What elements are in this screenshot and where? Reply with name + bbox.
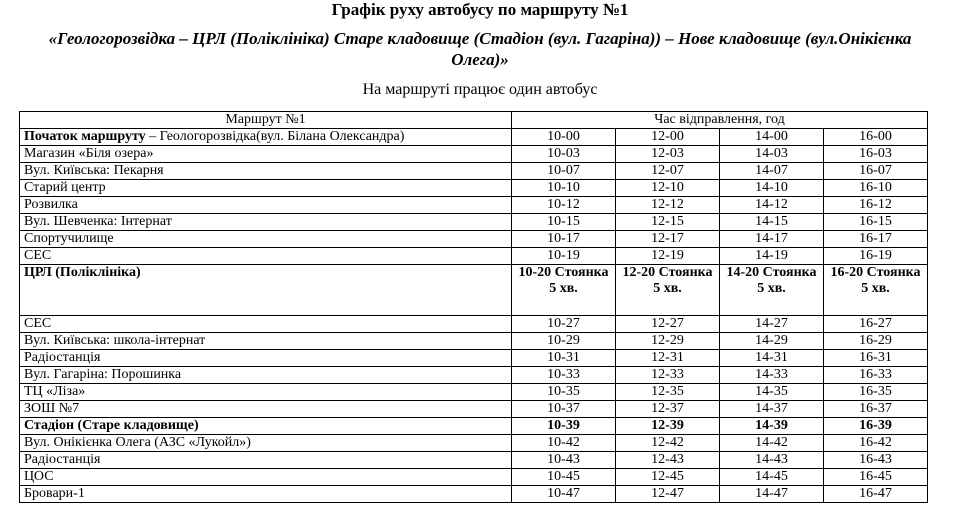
stop-name: Вул. Київська: Пекарня — [20, 163, 512, 180]
time-cell: 16-29 — [824, 333, 928, 350]
time-cell: 16-35 — [824, 384, 928, 401]
time-cell: 10-29 — [512, 333, 616, 350]
table-row — [20, 350, 928, 367]
time-cell: 16-17 — [824, 231, 928, 248]
time-cell: 16-27 — [824, 316, 928, 333]
time-cell: 10-10 — [512, 180, 616, 197]
time-cell: 14-31 — [720, 350, 824, 367]
time-cell: 10-19 — [512, 248, 616, 265]
time-cell: 14-35 — [720, 384, 824, 401]
time-cell: 10-42 — [512, 435, 616, 452]
table-row — [20, 214, 928, 231]
time-cell: 14-10 — [720, 180, 824, 197]
time-cell: 12-19 — [616, 248, 720, 265]
time-cell: 14-29 — [720, 333, 824, 350]
time-cell: 10-39 — [512, 418, 616, 435]
time-cell: 10-15 — [512, 214, 616, 231]
time-cell: 16-20 Стоянка 5 хв. — [824, 265, 928, 316]
time-cell: 14-19 — [720, 248, 824, 265]
time-cell: 10-45 — [512, 469, 616, 486]
time-cell: 10-37 — [512, 401, 616, 418]
time-cell: 14-07 — [720, 163, 824, 180]
time-cell: 16-37 — [824, 401, 928, 418]
time-cell: 12-03 — [616, 146, 720, 163]
time-cell: 12-45 — [616, 469, 720, 486]
time-cell: 14-15 — [720, 214, 824, 231]
time-cell: 14-33 — [720, 367, 824, 384]
time-cell: 14-12 — [720, 197, 824, 214]
stop-name: Радіостанція — [20, 452, 512, 469]
stop-name: ЦОС — [20, 469, 512, 486]
table-row — [20, 146, 928, 163]
time-cell: 12-39 — [616, 418, 720, 435]
time-cell: 14-39 — [720, 418, 824, 435]
table-row — [20, 486, 928, 503]
time-cell: 12-43 — [616, 452, 720, 469]
table-row-stadium — [20, 418, 928, 435]
time-cell: 10-03 — [512, 146, 616, 163]
time-cell: 16-45 — [824, 469, 928, 486]
time-cell: 10-33 — [512, 367, 616, 384]
time-cell: 12-20 Стоянка 5 хв. — [616, 265, 720, 316]
time-cell: 10-27 — [512, 316, 616, 333]
table-row — [20, 384, 928, 401]
table-row — [20, 231, 928, 248]
stop-name: ЗОШ №7 — [20, 401, 512, 418]
time-cell: 12-42 — [616, 435, 720, 452]
time-cell: 16-15 — [824, 214, 928, 231]
table-row — [20, 469, 928, 486]
time-cell: 16-47 — [824, 486, 928, 503]
time-cell: 10-43 — [512, 452, 616, 469]
table-row — [20, 163, 928, 180]
time-cell: 16-12 — [824, 197, 928, 214]
time-cell: 14-17 — [720, 231, 824, 248]
time-cell: 10-20 Стоянка 5 хв. — [512, 265, 616, 316]
table-row-start — [20, 129, 928, 146]
time-cell: 10-35 — [512, 384, 616, 401]
time-cell: 16-33 — [824, 367, 928, 384]
time-cell: 16-31 — [824, 350, 928, 367]
time-cell: 10-47 — [512, 486, 616, 503]
table-row — [20, 316, 928, 333]
route-subtitle: «Геологорозвідка – ЦРЛ (Поліклініка) Старе кладовище (Стадіон (вул. Гагаріна)) – Нове кладовище (вул.Онікієнка Олега)» — [48, 29, 912, 69]
stop-name: Стадіон (Старе кладовище) — [20, 418, 512, 435]
time-cell: 12-29 — [616, 333, 720, 350]
time-cell: 14-43 — [720, 452, 824, 469]
page-title: Графік руху автобусу по маршруту №1 — [331, 0, 629, 19]
stop-name: Спортучилище — [20, 231, 512, 248]
table-row — [20, 197, 928, 214]
time-cell: 14-47 — [720, 486, 824, 503]
table-row — [20, 452, 928, 469]
stop-name: Вул. Київська: школа-інтернат — [20, 333, 512, 350]
time-cell: 16-42 — [824, 435, 928, 452]
stop-name: Вул. Онікієнка Олега (АЗС «Лукойл») — [20, 435, 512, 452]
time-cell: 12-47 — [616, 486, 720, 503]
stop-name: Вул. Шевченка: Інтернат — [20, 214, 512, 231]
stop-name-start — [20, 129, 512, 146]
table-row — [20, 333, 928, 350]
stop-name: Магазин «Біля озера» — [20, 146, 512, 163]
time-cell: 14-03 — [720, 146, 824, 163]
table-row — [20, 401, 928, 418]
table-row — [20, 180, 928, 197]
time-cell: 12-35 — [616, 384, 720, 401]
time-cell: 14-27 — [720, 316, 824, 333]
time-cell: 14-00 — [720, 129, 824, 146]
start-prefix: Початок маршруту — [24, 129, 146, 144]
time-cell: 12-15 — [616, 214, 720, 231]
time-cell: 12-31 — [616, 350, 720, 367]
stop-name: Розвилка — [20, 197, 512, 214]
time-cell: 12-37 — [616, 401, 720, 418]
stop-name: СЕС — [20, 248, 512, 265]
time-cell: 12-12 — [616, 197, 720, 214]
table-row — [20, 367, 928, 384]
schedule-table — [19, 111, 928, 503]
time-cell: 12-17 — [616, 231, 720, 248]
time-cell: 12-27 — [616, 316, 720, 333]
route-note: На маршруті працює один автобус — [362, 81, 598, 98]
time-cell: 16-19 — [824, 248, 928, 265]
time-cell: 14-20 Стоянка 5 хв. — [720, 265, 824, 316]
time-cell: 16-43 — [824, 452, 928, 469]
time-cell: 16-39 — [824, 418, 928, 435]
time-cell: 12-00 — [616, 129, 720, 146]
stop-name: ТЦ «Ліза» — [20, 384, 512, 401]
time-cell: 16-07 — [824, 163, 928, 180]
time-cell: 14-37 — [720, 401, 824, 418]
time-cell: 10-07 — [512, 163, 616, 180]
header-route: Маршрут №1 — [20, 112, 512, 129]
stop-name: Бровари-1 — [20, 486, 512, 503]
table-row — [20, 248, 928, 265]
stop-name: Вул. Гагаріна: Порошинка — [20, 367, 512, 384]
time-cell: 10-00 — [512, 129, 616, 146]
time-cell: 12-07 — [616, 163, 720, 180]
time-cell: 16-03 — [824, 146, 928, 163]
time-cell: 10-12 — [512, 197, 616, 214]
time-cell: 14-42 — [720, 435, 824, 452]
stop-name: СЕС — [20, 316, 512, 333]
table-row — [20, 435, 928, 452]
table-header-row — [20, 112, 928, 129]
table-row-polyclinic-stay — [20, 265, 928, 316]
time-cell: 14-45 — [720, 469, 824, 486]
time-cell: 12-33 — [616, 367, 720, 384]
stop-name: ЦРЛ (Поліклініка) — [20, 265, 512, 316]
time-cell: 16-00 — [824, 129, 928, 146]
time-cell: 16-10 — [824, 180, 928, 197]
stop-name: Старий центр — [20, 180, 512, 197]
stop-name: Радіостанція — [20, 350, 512, 367]
time-cell: 12-10 — [616, 180, 720, 197]
start-rest: – Геологорозвідка(вул. Білана Олександра) — [145, 129, 405, 144]
time-cell: 10-31 — [512, 350, 616, 367]
time-cell: 10-17 — [512, 231, 616, 248]
header-time: Час відправлення, год — [512, 112, 928, 129]
